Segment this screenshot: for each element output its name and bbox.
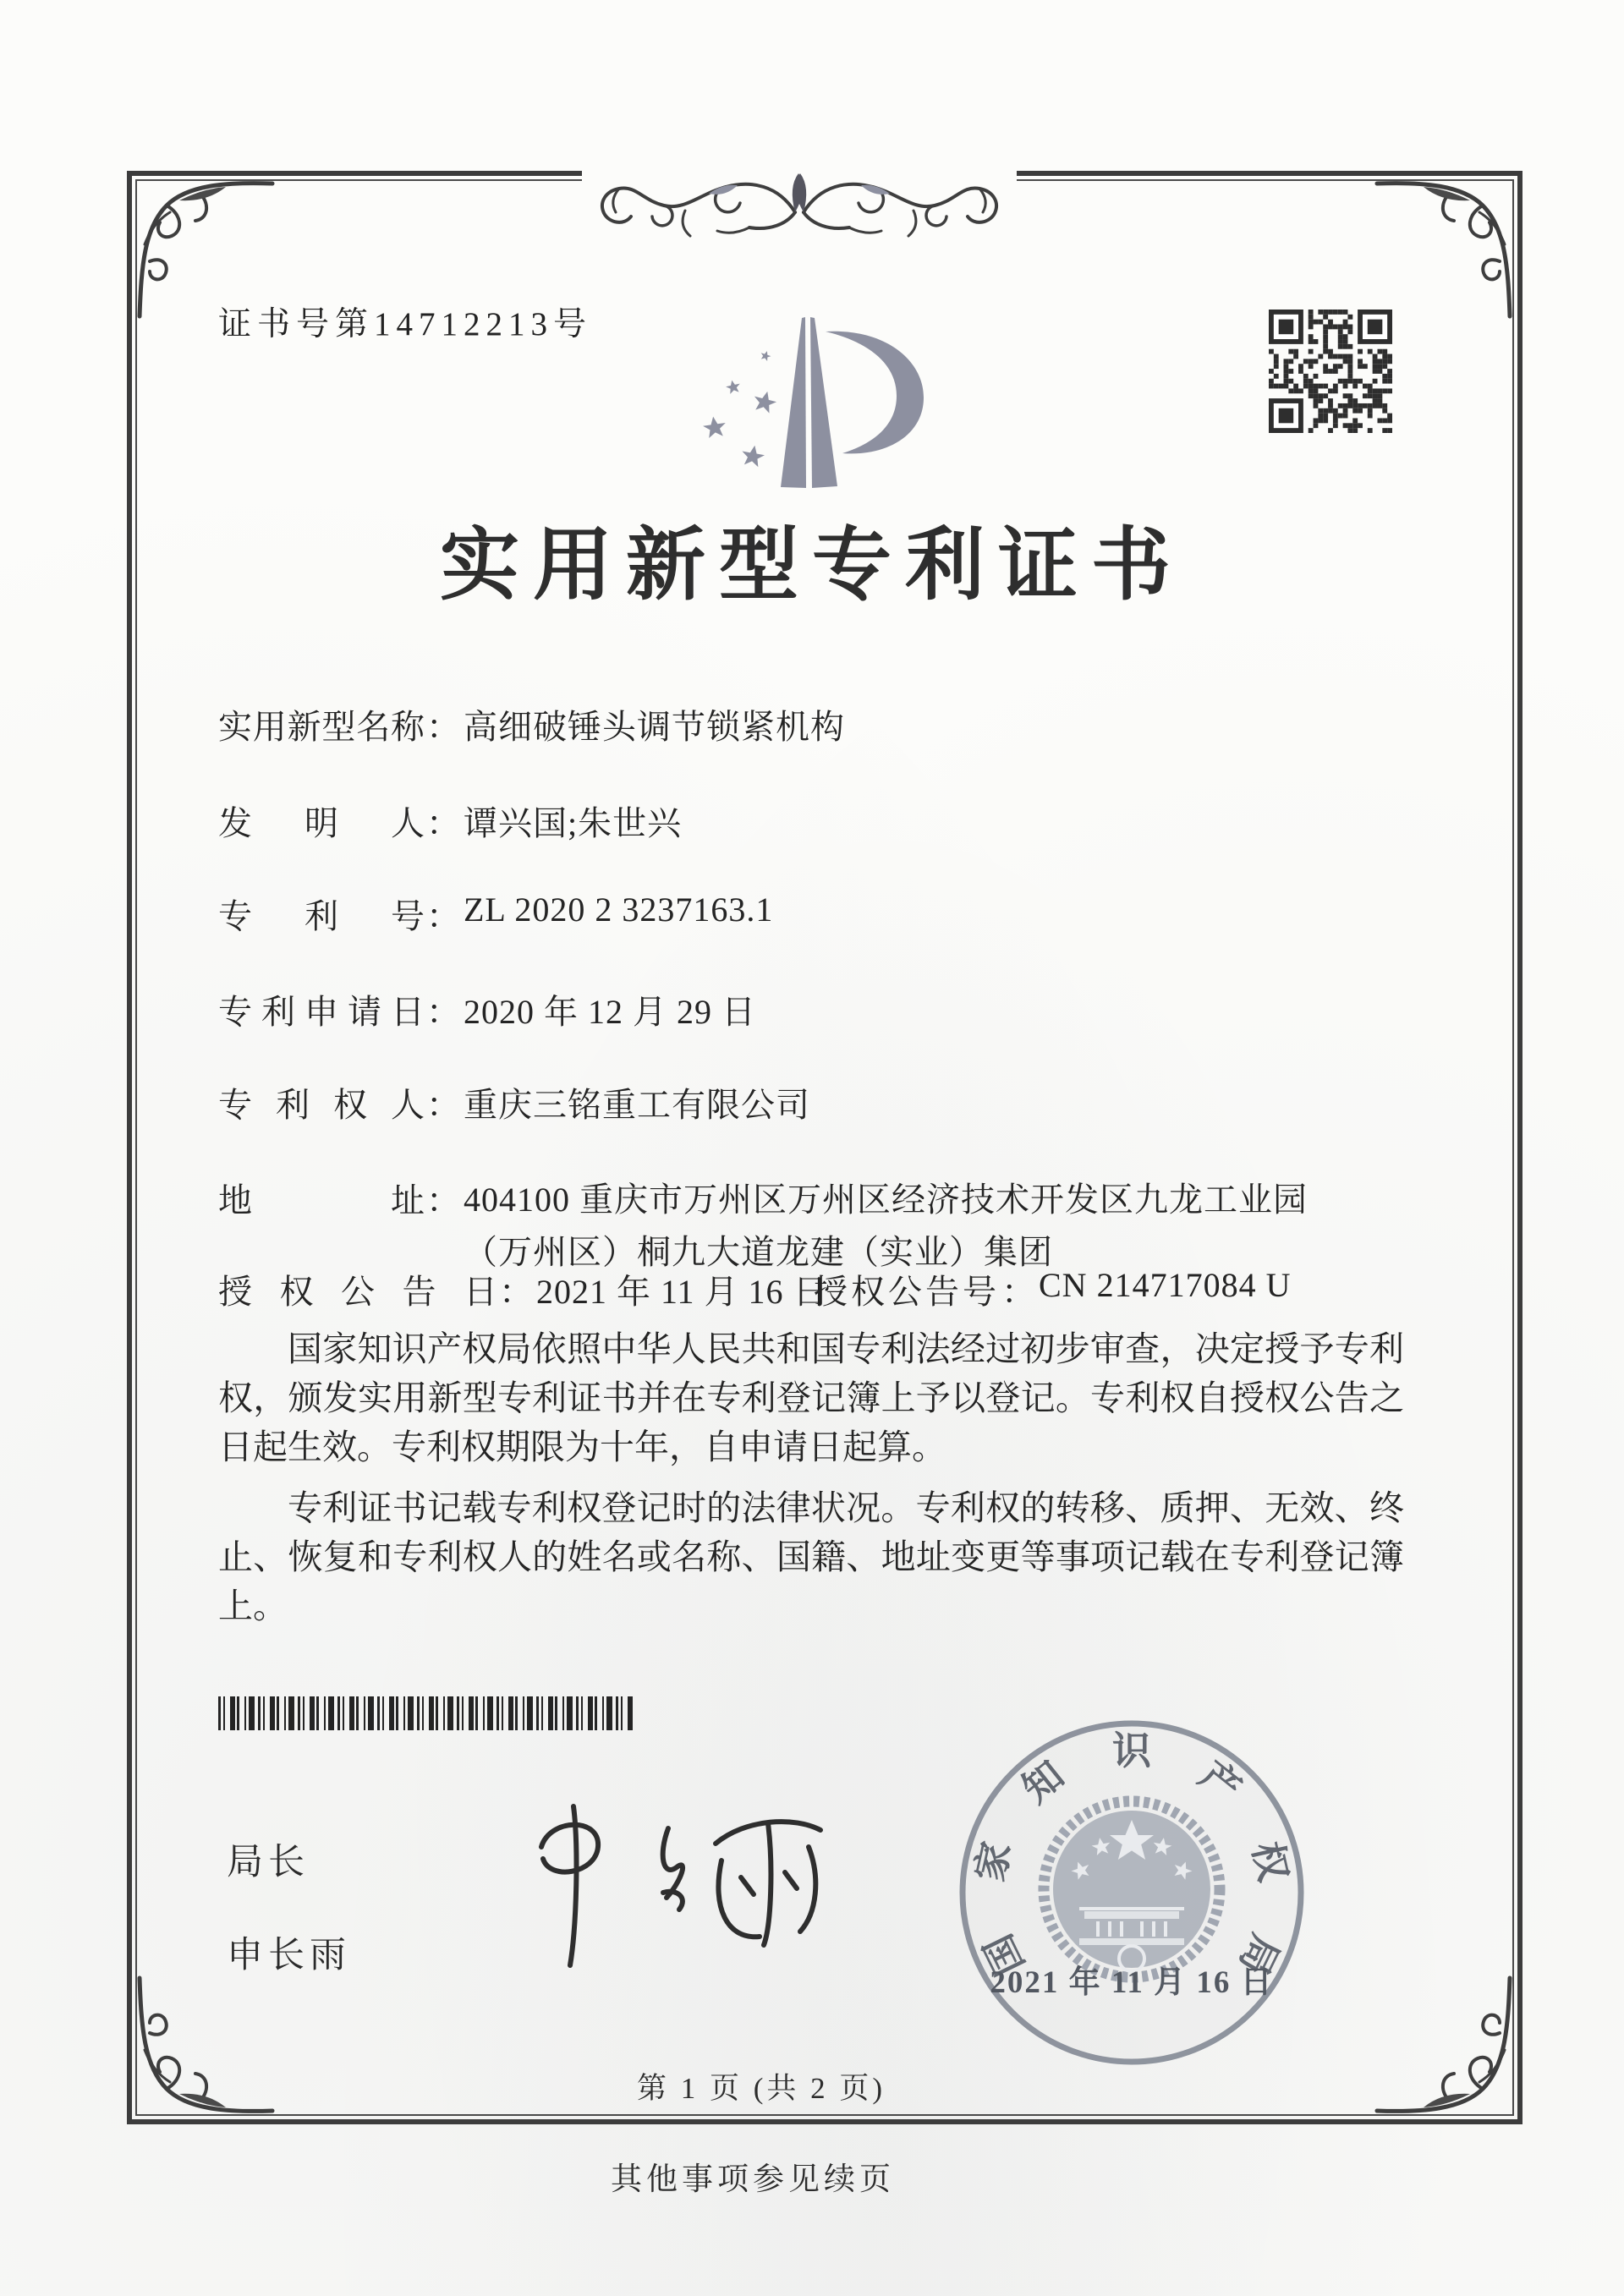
- seal-date: 2021 年 11 月 16 日: [990, 1965, 1274, 2000]
- field-colon: ：: [426, 1086, 460, 1124]
- legal-text: [218, 1324, 1404, 1642]
- field-colon: ：: [426, 993, 460, 1031]
- field-filing-date: [218, 985, 756, 1033]
- certificate-number: 证书号第14712213号: [218, 306, 593, 342]
- field-colon: ：: [499, 1273, 533, 1311]
- field-value: CN 214717084 U: [1039, 1266, 1292, 1304]
- top-ornament-icon: [582, 161, 1017, 244]
- svg-text:知: 知: [1014, 1752, 1073, 1811]
- field-patentee: [218, 1078, 810, 1126]
- field-grant-row: [218, 1265, 1292, 1313]
- svg-text:权: 权: [1244, 1838, 1296, 1886]
- address-line-1: 404100 重庆市万州区万州区经济技术开发区九龙工业园: [464, 1181, 1308, 1219]
- official-seal: [952, 1713, 1311, 2072]
- field-value: 2020 年 12 月 29 日: [464, 993, 756, 1031]
- field-value: [464, 1174, 1308, 1279]
- svg-text:局: 局: [1231, 1927, 1287, 1982]
- field-colon: ：: [426, 804, 460, 842]
- field-value: ZL 2020 2 3237163.1: [464, 890, 774, 929]
- field-utility-model-name: [218, 700, 845, 748]
- qr-code: [1269, 310, 1392, 433]
- field-label: 专利申请日: [218, 993, 425, 1031]
- field-value: 谭兴国;朱世兴: [464, 804, 683, 842]
- field-label: 专利号: [218, 897, 425, 935]
- svg-text:产: 产: [1191, 1752, 1249, 1811]
- address-line-2: （万州区）桐九大道龙建（实业）集团: [464, 1233, 1053, 1271]
- director-title: 局长: [227, 1843, 310, 1882]
- field-patent-number: [218, 890, 773, 938]
- svg-text:国: 国: [976, 1927, 1033, 1982]
- page-number: 第 1 页 (共 2 页): [636, 2072, 886, 2105]
- cnipa-logo-icon: [668, 279, 947, 509]
- svg-text:识: 识: [1112, 1729, 1151, 1773]
- field-value: 高细破锤头调节锁紧机构: [464, 708, 845, 746]
- barcode: [218, 1696, 634, 1730]
- field-colon: ：: [1001, 1273, 1035, 1311]
- legal-paragraph-2: 专利证书记载专利权登记时的法律状况。专利权的转移、质押、无效、终止、恢复和专利权人的姓名或名称、国籍、地址变更等事项记载在专利登记簿上。: [218, 1488, 1404, 1625]
- field-value: 2021 年 11 月 16 日: [536, 1273, 828, 1311]
- field-value: 重庆三铭重工有限公司: [464, 1086, 810, 1124]
- field-colon: ：: [426, 1181, 460, 1219]
- field-label: 专利权人: [218, 1086, 425, 1124]
- director-signature-icon: [489, 1791, 853, 1986]
- field-grant-number: [814, 1265, 1291, 1313]
- field-label: 授权公告日: [218, 1273, 497, 1311]
- field-label: 授权公告号: [814, 1273, 1000, 1311]
- corner-flourish-icon: [1371, 177, 1517, 322]
- certificate-title: 实用新型专利证书: [439, 522, 1184, 610]
- field-inventor: [218, 797, 682, 845]
- director-name: 申长雨: [227, 1936, 351, 1975]
- field-label: 实用新型名称: [218, 708, 425, 746]
- field-address: [218, 1174, 1308, 1279]
- field-colon: ：: [426, 708, 460, 746]
- field-label: 发明人: [218, 804, 425, 842]
- svg-text:家: 家: [968, 1838, 1019, 1886]
- field-label: 地址: [218, 1181, 425, 1219]
- legal-paragraph-1: 国家知识产权局依照中华人民共和国专利法经过初步审查，决定授予专利权，颁发实用新型专利证书并在专利登记簿上予以登记。专利权自授权公告之日起生效。专利权期限为十年，自申请日起算。: [218, 1329, 1404, 1466]
- footer-note: 其他事项参见续页: [611, 2162, 895, 2197]
- field-colon: ：: [426, 897, 460, 935]
